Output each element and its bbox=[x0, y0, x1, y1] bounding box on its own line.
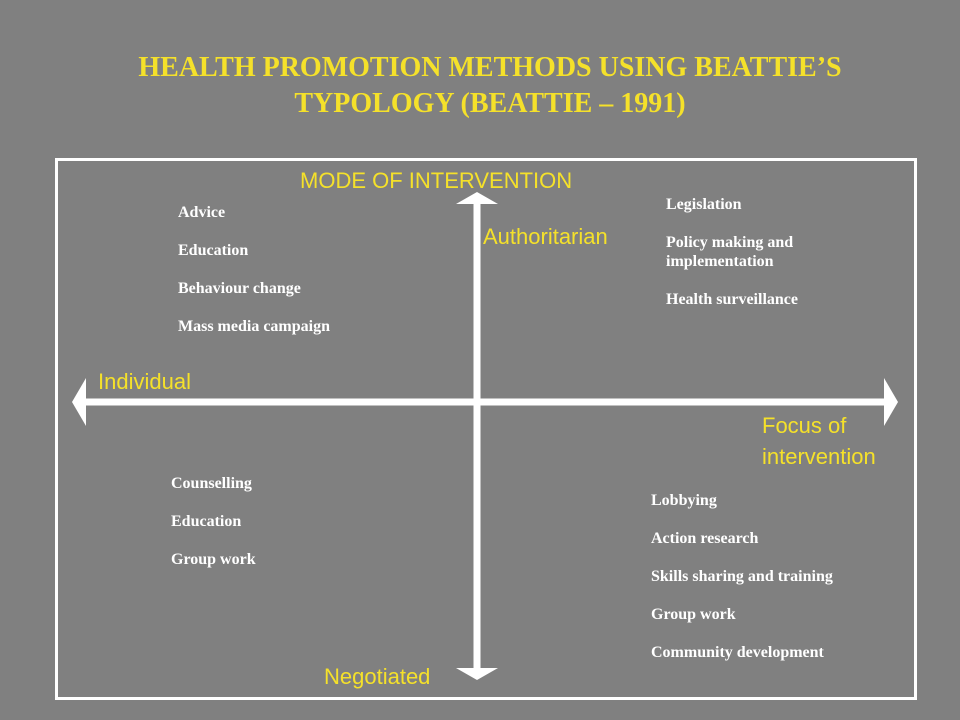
list-item: Legislation bbox=[666, 196, 742, 213]
list-item: Group work bbox=[171, 551, 256, 568]
list-item: Behaviour change bbox=[178, 280, 301, 297]
list-item: Education bbox=[171, 513, 242, 530]
list-item: Policy making and implementation bbox=[666, 234, 794, 270]
mode-of-intervention-label: MODE OF INTERVENTION bbox=[300, 168, 573, 193]
list-item: Group work bbox=[651, 606, 736, 623]
list-item: Advice bbox=[178, 204, 226, 221]
slide-title: HEALTH PROMOTION METHODS USING BEATTIE’S TYPOLOGY (BEATTIE – 1991) bbox=[138, 52, 842, 119]
list-item: Action research bbox=[651, 530, 759, 547]
focus-of-intervention-label: Focus of intervention bbox=[762, 413, 876, 469]
individual-label: Individual bbox=[98, 369, 191, 394]
bottom-left-methods bbox=[171, 474, 256, 569]
list-item: Mass media campaign bbox=[178, 318, 330, 335]
list-item: Education bbox=[178, 242, 249, 259]
list-item: Health surveillance bbox=[666, 291, 798, 308]
list-item: Community development bbox=[651, 644, 824, 661]
bottom-right-methods bbox=[651, 491, 833, 662]
list-item: Counselling bbox=[171, 475, 252, 492]
authoritarian-label: Authoritarian bbox=[483, 224, 608, 249]
list-item: Lobbying bbox=[651, 492, 717, 509]
negotiated-label: Negotiated bbox=[324, 664, 431, 689]
list-item: Skills sharing and training bbox=[651, 568, 833, 585]
top-left-methods bbox=[178, 203, 330, 336]
vertical-axis-arrow bbox=[456, 192, 498, 680]
top-right-methods bbox=[666, 195, 866, 309]
